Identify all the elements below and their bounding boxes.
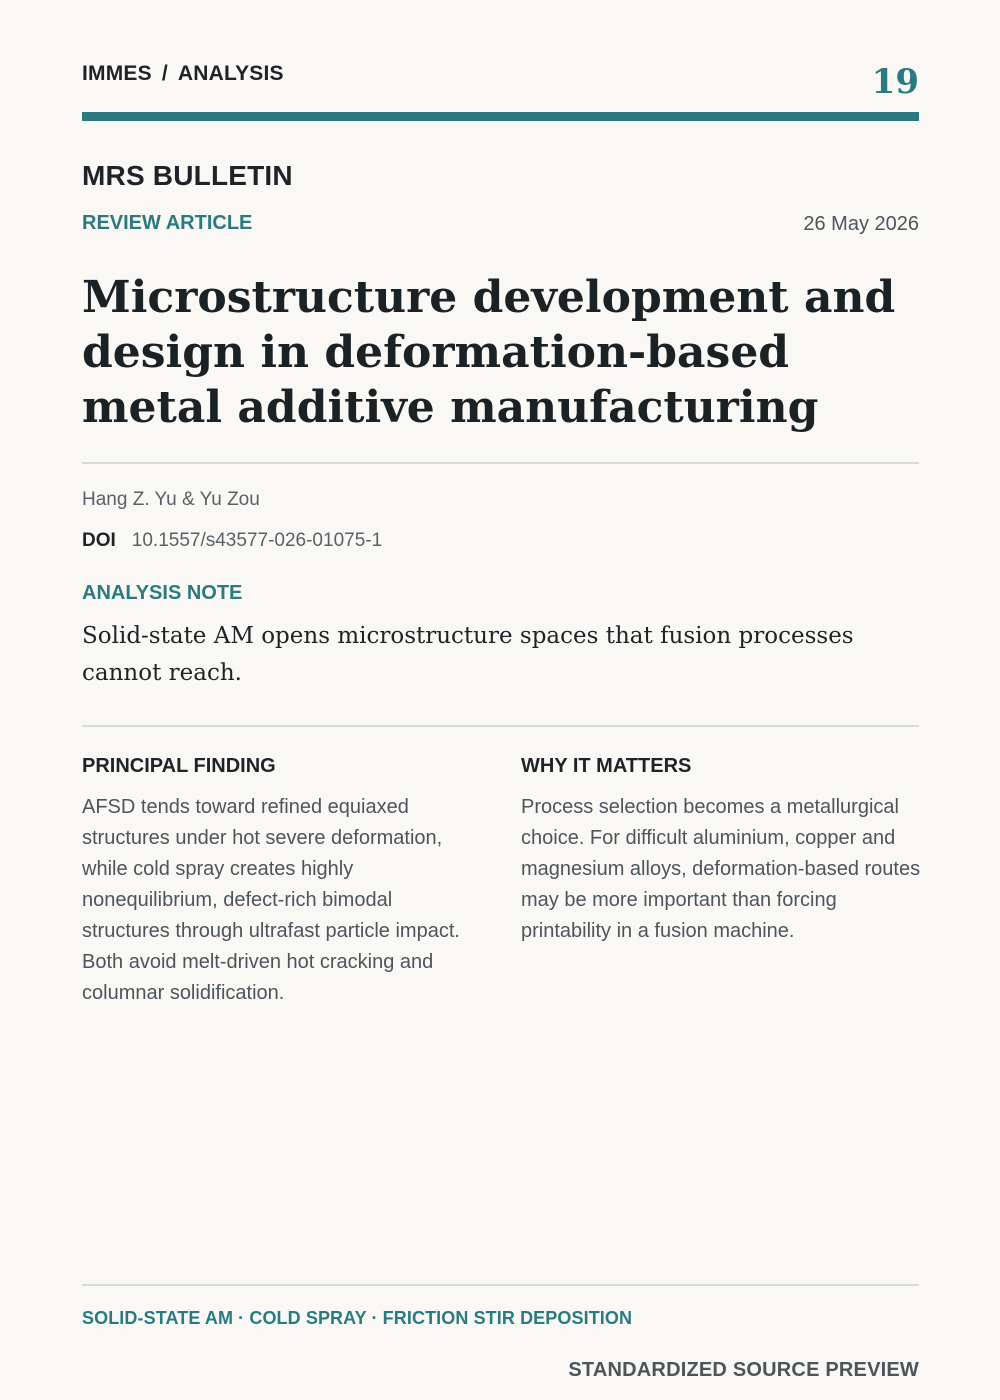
analysis-note-text: Solid-state AM opens microstructure spaces that fusion processes cannot reach.: [82, 623, 854, 686]
header-accent-rule: [82, 112, 919, 121]
source-preview-label: STANDARDIZED SOURCE PREVIEW: [568, 1359, 919, 1381]
breadcrumb-category: ANALYSIS: [177, 62, 284, 85]
divider: [82, 1284, 919, 1286]
breadcrumb: [82, 62, 284, 86]
article-title: Microstructure development and design in deformation-based metal additive manufacturing: [82, 272, 896, 433]
principal-finding-text: AFSD tends toward refined equiaxed structures under hot severe deformation, while cold spray creates highly nonequilibrium, defect-rich bimodal structures through ultrafast particle impact. Both avoid melt-driven hot cracking and columnar solidification.: [82, 796, 460, 1004]
principal-finding-heading: PRINCIPAL FINDING: [82, 755, 276, 777]
divider: [82, 725, 919, 727]
page-header: [82, 62, 919, 102]
journal-name: MRS BULLETIN: [82, 160, 293, 191]
doi-label: DOI: [82, 530, 116, 551]
page-number: 19: [871, 62, 919, 102]
document-page: [82, 0, 919, 1400]
doi-value: 10.1557/s43577-026-01075-1: [131, 530, 383, 551]
breadcrumb-separator: /: [161, 62, 168, 85]
publication-date: 26 May 2026: [803, 213, 919, 235]
why-it-matters-text: Process selection becomes a metallurgical choice. For difficult aluminium, copper and magnesium alloys, deformation-based routes may be more important than forcing printability in a fusion machine.: [521, 796, 921, 942]
principal-finding-column: [82, 755, 482, 1009]
analysis-note-heading: ANALYSIS NOTE: [82, 582, 243, 604]
why-it-matters-column: [521, 755, 921, 947]
article-type: REVIEW ARTICLE: [82, 212, 253, 234]
authors: Hang Z. Yu & Yu Zou: [82, 489, 260, 510]
divider: [82, 462, 919, 464]
keywords: SOLID-STATE AM · COLD SPRAY · FRICTION STIR DEPOSITION: [82, 1308, 633, 1328]
doi-row: [82, 530, 382, 552]
why-it-matters-heading: WHY IT MATTERS: [521, 755, 692, 777]
breadcrumb-section: IMMES: [82, 62, 152, 85]
